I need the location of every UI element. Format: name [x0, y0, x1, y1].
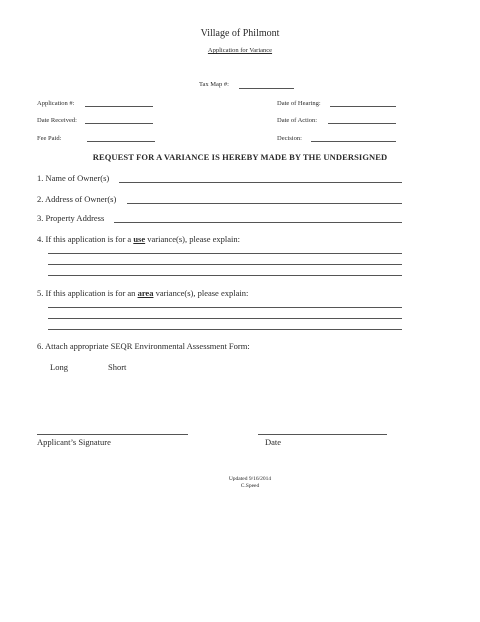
question-1-label: 1. Name of Owner(s)	[37, 173, 110, 183]
date-of-action-label: Date of Action:	[277, 117, 318, 124]
area-explain-line-3[interactable]	[48, 329, 402, 330]
fee-paid-label: Fee Paid:	[37, 135, 62, 142]
form-title: Village of Philmont	[200, 28, 280, 39]
question-4-label: 4. If this application is for a use variance(s), please explain:	[37, 234, 240, 244]
question-5-label: 5. If this application is for an area variance(s), please explain:	[37, 288, 249, 298]
use-explain-line-2[interactable]	[48, 264, 402, 265]
date-signature-label: Date	[265, 437, 282, 447]
property-address-field[interactable]	[114, 222, 402, 223]
decision-label: Decision:	[277, 135, 302, 142]
area-explain-line-2[interactable]	[48, 318, 402, 319]
use-explain-line-1[interactable]	[48, 253, 402, 254]
use-explain-line-3[interactable]	[48, 275, 402, 276]
owner-name-field[interactable]	[119, 182, 402, 183]
date-signature-line[interactable]	[258, 434, 387, 435]
date-received-label: Date Received:	[37, 117, 77, 124]
use-keyword: use	[133, 234, 146, 244]
applicant-signature-label: Applicant’s Signature	[37, 437, 111, 447]
question-3-label: 3. Property Address	[37, 213, 105, 223]
date-of-hearing-label: Date of Hearing:	[277, 100, 321, 107]
seqr-long-option[interactable]: Long	[50, 362, 68, 372]
question-6-label: 6. Attach appropriate SEQR Environmental Assessment Form:	[37, 341, 250, 351]
tax-map-field[interactable]	[239, 88, 294, 89]
date-received-field[interactable]	[85, 123, 153, 124]
date-of-hearing-field[interactable]	[330, 106, 396, 107]
seqr-short-option[interactable]: Short	[108, 362, 127, 372]
tax-map-label: Tax Map #:	[199, 81, 229, 88]
owner-address-field[interactable]	[127, 203, 402, 204]
application-number-label: Application #:	[37, 100, 75, 107]
area-explain-line-1[interactable]	[48, 307, 402, 308]
author-initials: C.Speed	[240, 483, 260, 489]
fee-paid-field[interactable]	[87, 141, 155, 142]
application-number-field[interactable]	[85, 106, 153, 107]
question-2-label: 2. Address of Owner(s)	[37, 194, 117, 204]
date-of-action-field[interactable]	[328, 123, 396, 124]
form-subtitle: Application for Variance	[207, 47, 273, 54]
request-heading: REQUEST FOR A VARIANCE IS HEREBY MADE BY THE UNDERSIGNED	[92, 152, 388, 162]
decision-field[interactable]	[311, 141, 396, 142]
area-keyword: area	[137, 288, 154, 298]
updated-date: Updated 9/16/2014	[228, 476, 272, 482]
applicant-signature-line[interactable]	[37, 434, 188, 435]
